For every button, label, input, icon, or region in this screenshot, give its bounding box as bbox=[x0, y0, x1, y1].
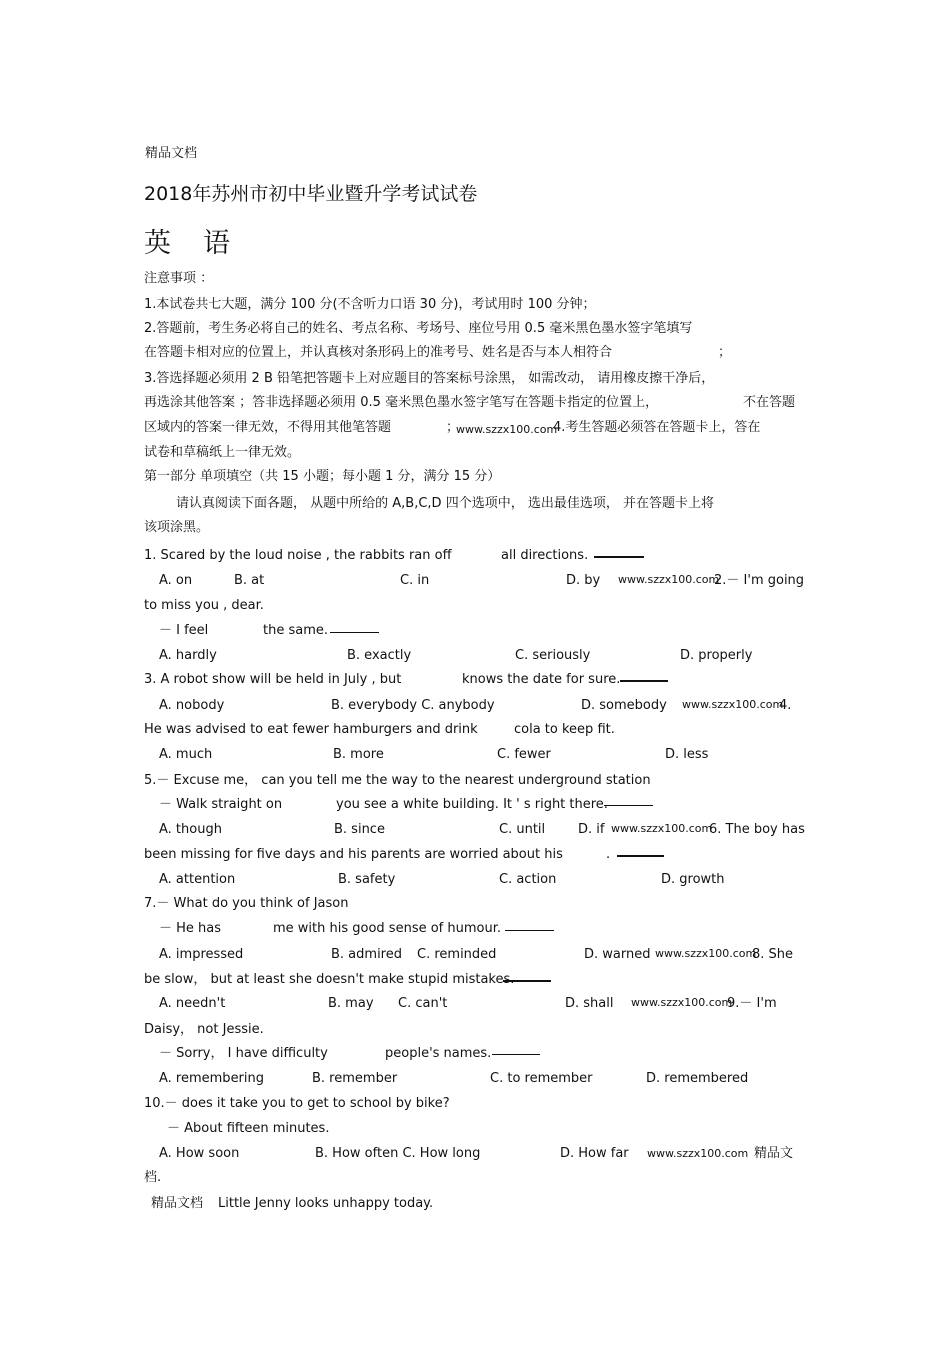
q5-reply-end: you see a white building. It ' s right there. bbox=[336, 797, 608, 812]
q1-answer-blank bbox=[594, 556, 644, 558]
watermark-url: www.szzx100.com bbox=[647, 1147, 749, 1160]
q4-option-a: A. much bbox=[159, 747, 213, 762]
q3-answer-blank bbox=[620, 680, 668, 682]
q4-stem: He was advised to eat fewer hamburgers and drink bbox=[144, 722, 478, 737]
notice-heading: 注意事项 ： bbox=[144, 271, 214, 286]
notice-line-6: 区域内的答案一律无效，不得用其他笔答题 bbox=[144, 420, 392, 435]
q10-option-bc: B. How often C. How long bbox=[315, 1146, 481, 1161]
watermark-url: www.szzx100.com bbox=[631, 996, 733, 1009]
q6-option-b: B. safety bbox=[338, 872, 396, 887]
q2-reply: － I feel bbox=[159, 623, 209, 638]
q8-option-b: B. may bbox=[328, 996, 374, 1011]
notice-line-6-semicolon: ； bbox=[446, 420, 460, 435]
q4-option-d: D. less bbox=[665, 747, 709, 762]
q2-option-d: D. properly bbox=[680, 648, 753, 663]
watermark-url: www.szzx100.com bbox=[618, 573, 720, 586]
q3-option-a: A. nobody bbox=[159, 698, 225, 713]
q4-option-b: B. more bbox=[333, 747, 384, 762]
q7-option-b: B. admired bbox=[331, 947, 402, 962]
watermark-url: www.szzx100.com bbox=[682, 698, 784, 711]
q5-option-c: C. until bbox=[499, 822, 546, 837]
notice-line-5: 再选涂其他答案 ；答非选择题必须用 0.5 毫米黑色墨水签字笔写在答题卡指定的位置上， bbox=[144, 395, 659, 410]
q1-stem: 1. Scared by the loud noise , the rabbits ran off bbox=[144, 548, 452, 563]
q6-option-c: C. action bbox=[499, 872, 557, 887]
q2-option-b: B. exactly bbox=[347, 648, 412, 663]
q8-option-d: D. shall bbox=[565, 996, 614, 1011]
q3-option-d: D. somebody bbox=[581, 698, 667, 713]
q8-answer-blank bbox=[503, 980, 551, 982]
q2-reply-end: the same. bbox=[263, 623, 328, 638]
q7-stem: 7.－ What do you think of Jason bbox=[144, 896, 349, 911]
q9-answer-blank bbox=[492, 1054, 540, 1055]
q9-reply-end: people's names. bbox=[385, 1046, 492, 1061]
q5-answer-blank bbox=[604, 805, 653, 806]
q9-reply: － Sorry， I have difficulty bbox=[159, 1046, 328, 1061]
notice-line-5-end: 不在答题 bbox=[743, 395, 796, 410]
q9-option-b: B. remember bbox=[312, 1071, 398, 1086]
q5-option-d: D. if bbox=[578, 822, 605, 837]
q9-option-c: C. to remember bbox=[490, 1071, 593, 1086]
subject-title bbox=[144, 229, 232, 259]
q7-answer-blank bbox=[505, 930, 554, 931]
q2-answer-blank bbox=[330, 632, 379, 633]
q10-option-a: A. How soon bbox=[159, 1146, 240, 1161]
q2-option-a: A. hardly bbox=[159, 648, 217, 663]
footer-label-cont: 档. bbox=[144, 1170, 162, 1185]
q9-stem: 9.－ I'm bbox=[727, 996, 777, 1011]
notice-line-3: 在答题卡相对应的位置上，并认真核对条形码上的准考号、姓名是否与本人相符合 bbox=[144, 345, 613, 360]
q2-option-c: C. seriously bbox=[515, 648, 591, 663]
q5-option-a: A. though bbox=[159, 822, 222, 837]
notice-line-7: 试卷和草稿纸上一律无效。 bbox=[144, 445, 301, 460]
q1-option-c: C. in bbox=[400, 573, 430, 588]
q5-stem: 5.－ Excuse me， can you tell me the way to the nearest underground station bbox=[144, 773, 651, 788]
q6-stem-dot: . bbox=[606, 847, 611, 862]
exam-title: 2018年苏州市初中毕业暨升学考试试卷 bbox=[144, 183, 478, 205]
watermark-url: www.szzx100.com bbox=[655, 947, 757, 960]
q6-option-a: A. attention bbox=[159, 872, 236, 887]
q10-reply: － About fifteen minutes. bbox=[167, 1121, 330, 1136]
q7-option-a: A. impressed bbox=[159, 947, 244, 962]
q1-option-d: D. by bbox=[566, 573, 601, 588]
q8-option-c: C. can't bbox=[398, 996, 448, 1011]
notice-line-2: 2.答题前，考生务必将自己的姓名、考点名称、考场号、座位号用 0.5 毫米黑色墨水签字笔填写 bbox=[144, 321, 693, 336]
notice-line-4: 3.答选择题必须用 2 B 铅笔把答题卡上对应题目的答案标号涂黑， 如需改动， 请用橡皮擦干净后， bbox=[144, 371, 715, 386]
watermark-url: www.szzx100.com bbox=[456, 423, 558, 436]
part1-title: 第一部分 单项填空（共 15 小题；每小题 1 分，满分 15 分） bbox=[144, 469, 501, 484]
q3-stem: 3. A robot show will be held in July , but bbox=[144, 672, 402, 687]
part1-instruction-cont: 该项涂黑。 bbox=[144, 520, 210, 535]
notice-line-6-end: 4.考生答题必须答在答题卡上，答在 bbox=[553, 420, 761, 435]
part1-instruction: 请认真阅读下面各题， 从题中所给的 A,B,C,D 四个选项中， 选出最佳选项， 并在答题卡上将 bbox=[176, 496, 714, 511]
q7-option-d: D. warned bbox=[584, 947, 651, 962]
q1-stem-end: all directions. bbox=[501, 548, 589, 563]
q7-reply-end: me with his good sense of humour. bbox=[273, 921, 502, 936]
q6-answer-blank bbox=[617, 855, 664, 857]
footer-label: 精品文 bbox=[754, 1146, 794, 1161]
q5-reply: － Walk straight on bbox=[159, 797, 283, 812]
notice-line-1: 1.本试卷共七大题，满分 100 分(不含听力口语 30 分)，考试用时 100 分钟； bbox=[144, 297, 596, 312]
q8-stem: 8. She bbox=[752, 947, 794, 962]
q9-option-a: A. remembering bbox=[159, 1071, 265, 1086]
watermark-url: www.szzx100.com bbox=[611, 822, 713, 835]
q6-stem: 6. The boy has bbox=[709, 822, 805, 837]
next-question-text: Little Jenny looks unhappy today. bbox=[218, 1196, 434, 1211]
q3-stem-end: knows the date for sure. bbox=[462, 672, 621, 687]
q7-option-c: C. reminded bbox=[417, 947, 497, 962]
q8-option-a: A. needn't bbox=[159, 996, 226, 1011]
q8-stem-cont: be slow， but at least she doesn't make stupid mistakes. bbox=[144, 972, 515, 987]
q1-option-a: A. on bbox=[159, 573, 193, 588]
q1-option-b: B. at bbox=[234, 573, 265, 588]
q6-stem-cont: been missing for five days and his parents are worried about his bbox=[144, 847, 563, 862]
q9-option-d: D. remembered bbox=[646, 1071, 749, 1086]
q5-option-b: B. since bbox=[334, 822, 385, 837]
q4-number: 4. bbox=[779, 698, 792, 713]
q4-option-c: C. fewer bbox=[497, 747, 551, 762]
subject-char-1: 英 bbox=[144, 228, 173, 259]
page-header-label: 精品文档 bbox=[145, 146, 198, 161]
q10-option-d: D. How far bbox=[560, 1146, 629, 1161]
q6-option-d: D. growth bbox=[661, 872, 725, 887]
q2-stem-cont: to miss you , dear. bbox=[144, 598, 264, 613]
footer-page-label: 精品文档 bbox=[151, 1196, 204, 1211]
q3-option-bc: B. everybody C. anybody bbox=[331, 698, 495, 713]
notice-line-3-end: ； bbox=[718, 345, 732, 360]
q10-stem: 10.－ does it take you to get to school by bike? bbox=[144, 1096, 450, 1111]
q2-stem: 2.－ I'm going bbox=[714, 573, 805, 588]
q4-stem-end: cola to keep fit. bbox=[514, 722, 615, 737]
subject-char-2: 语 bbox=[203, 228, 232, 259]
q7-reply: － He has bbox=[159, 921, 222, 936]
q9-stem-cont: Daisy， not Jessie. bbox=[144, 1022, 264, 1037]
